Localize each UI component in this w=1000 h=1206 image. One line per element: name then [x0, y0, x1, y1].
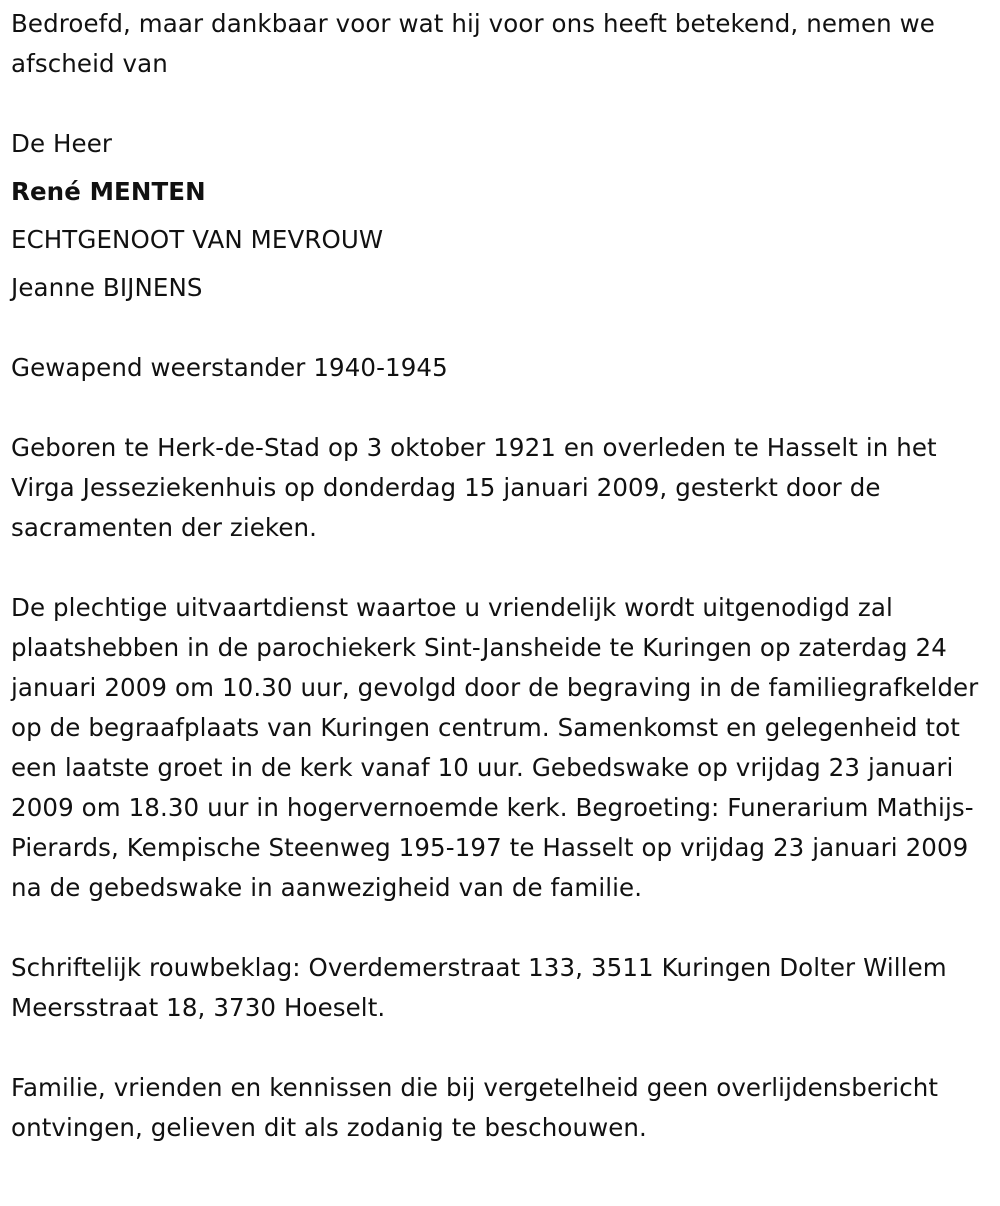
spacer [11, 1028, 991, 1068]
birth-death-text: Geboren te Herk-de-Stad op 3 oktober 1921 en overleden te Hasselt in het Virga Jesseziekenhuis op donderdag 15 januari 2009, gesterkt door de sacramenten der zieken. [11, 433, 937, 542]
spacer [11, 308, 991, 348]
intro-text: Bedroefd, maar dankbaar voor wat hij voor ons heeft betekend, nemen we afscheid van [11, 9, 935, 78]
deceased-name: René MENTEN [11, 177, 206, 206]
condolences-text: Schriftelijk rouwbeklag: Overdemerstraat 133, 3511 Kuringen Dolter Willem Meersstraat 18, 3730 Hoeselt. [11, 953, 947, 1022]
spacer [11, 84, 991, 124]
closing-text: Familie, vrienden en kennissen die bij vergetelheid geen overlijdensbericht ontvingen, gelieven dit als zodanig te beschouwen. [11, 1073, 939, 1142]
salutation: De Heer [11, 129, 113, 158]
spacer [11, 548, 991, 588]
spacer [11, 388, 991, 428]
spacer [11, 908, 991, 948]
funeral-text: De plechtige uitvaartdienst waartoe u vriendelijk wordt uitgenodigd zal plaatshebben in de parochiekerk Sint-Jansheide te Kuringen op zaterdag 24 januari 2009 om 10.30 uur, gevolgd door de begraving in de familiegrafkelder op de begraafplaats van Kuringen centrum. Samenkomst en gelegenheid tot een laatste groet in de kerk vanaf 10 uur. Gebedswake op vrijdag 23 januari 2009 om 18.30 uur in hogervernoemde kerk. Begroeting: Funerarium Mathijs-Pierards, Kempische Steenweg 195-197 te Hasselt op vrijdag 23 januari 2009 na de gebedswake in aanwezigheid van de familie. [11, 593, 979, 902]
obituary-document [11, 4, 991, 1148]
spouse-title: ECHTGENOOT VAN MEVROUW [11, 225, 384, 254]
spouse-name: Jeanne BIJNENS [11, 273, 203, 302]
resistance-note: Gewapend weerstander 1940-1945 [11, 353, 448, 382]
